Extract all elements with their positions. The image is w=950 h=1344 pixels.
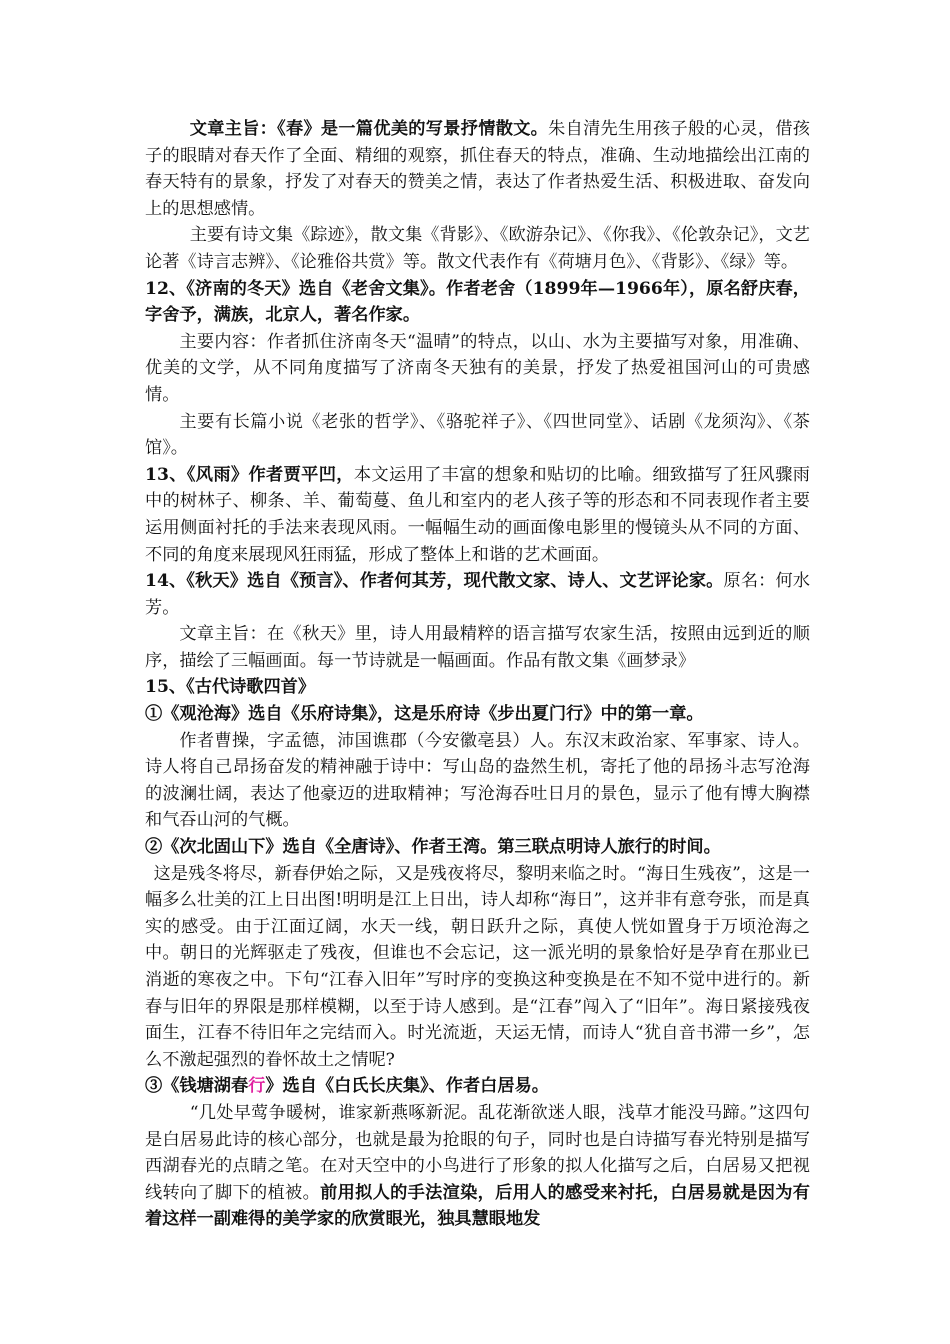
heading-item-15: 15、《古代诗歌四首》	[145, 677, 316, 698]
qiantang-analysis-bold: 前用拟人的手法渲染，后用人的感受来衬托，白居易就是因为有着这样一副难得的美学家的欣赏眼光，独具慧眼地发	[145, 1182, 810, 1230]
heading-qiantang-lake	[145, 1073, 810, 1100]
heading-item-12: 12、《济南的冬天》选自《老舍文集》。作者老舍（1899年—1966年），原名舒庆春，字舍予，满族，北京人，著名作家。	[145, 278, 810, 326]
heading-ci-beigu: ②《次北固山下》选自《全唐诗》、作者王湾。第三联点明诗人旅行的时间。	[145, 837, 721, 858]
paragraph-item-13	[145, 462, 810, 568]
item-13-lead: 13、《风雨》作者贾平凹，	[145, 464, 354, 485]
paragraph-jinan-content: 主要内容：作者抓住济南冬天“温晴”的特点，以山、水为主要描写对象，用准确、优美的文学，从不同角度描写了济南冬天独有的美景，抒发了热爱祖国河山的可贵感情。	[145, 331, 810, 405]
item-14-lead: 14、《秋天》选自《预言》、作者何其芳，现代散文家、诗人、文艺评论家。	[145, 571, 724, 592]
qiantang-analysis-body: “几处早莺争暖树，谁家新燕啄新泥。乱花渐欲迷人眼，浅草才能没马蹄。”这四句是白居易此诗的核心部分，也就是最为抢眼的句子，同时也是白诗描写春光特别是描写西湖春光的点睛之笔。在对天空中的小鸟进行了形象的拟人化描写之后，白居易又把视线转向了脚下的植被。	[145, 1102, 810, 1203]
qiantang-title-before: ③《钱塘湖春	[145, 1076, 249, 1097]
qiantang-title-highlight: 行	[248, 1076, 266, 1097]
paragraph-laoshe-works: 主要有长篇小说《老张的哲学》、《骆驼祥子》、《四世同堂》、话剧《龙须沟》、《茶馆》。	[145, 411, 810, 459]
paragraph-autumn-theme: 文章主旨：在《秋天》里，诗人用最精粹的语言描写农家生活，按照由远到近的顺序，描绘了三幅画面。每一节诗就是一幅画面。作品有散文集《画梦录》	[145, 624, 810, 671]
paragraph-item-14	[145, 568, 810, 621]
qiantang-title-after: 》选自《白氏长庆集》、作者白居易。	[265, 1076, 549, 1097]
item-13-body: 本文运用了丰富的想象和贴切的比喻。细致描写了狂风骤雨中的树林子、柳条、羊、葡萄蔓、鱼儿和室内的老人孩子等的形态和不同表现作者主要运用侧面衬托的手法来表现风雨。一幅幅生动的画面像电影里的慢镜头从不同的方面、不同的角度来展现风狂雨猛，形成了整体上和谐的艺术画面。	[145, 464, 810, 565]
paragraph-zhu-works: 主要有诗文集《踪迹》，散文集《背影》、《欧游杂记》、《你我》、《伦敦杂记》，文艺论著《诗言志辨》、《论雅俗共赏》等。散文代表作有《荷塘月色》、《背影》、《绿》等。	[145, 225, 810, 272]
spring-theme-body: 朱自清先生用孩子般的心灵，借孩子的眼睛对春天作了全面、精细的观察，抓住春天的特点，准确、生动地描绘出江南的春天特有的景象，抒发了对春天的赞美之情，表达了作者热爱生活、积极进取、奋发向上的思想感情。	[145, 119, 810, 219]
spring-theme-lead: 文章主旨：《春》是一篇优美的写景抒情散文。	[189, 119, 549, 139]
document-page	[145, 116, 810, 1233]
paragraph-qiantang-analysis	[145, 1100, 810, 1233]
paragraph-cao-cao: 作者曹操，字孟德，沛国谯郡（今安徽亳县）人。东汉末政治家、军事家、诗人。诗人将自己昂扬奋发的精神融于诗中：写山岛的盎然生机，寄托了他的昂扬斗志写沧海的波澜壮阔，表达了他豪迈的进取精神；写沧海吞吐日月的景色，显示了他有博大胸襟和气吞山河的气概。	[145, 730, 810, 831]
paragraph-spring-theme	[145, 116, 810, 222]
heading-guan-canghai: ①《观沧海》选自《乐府诗集》，这是乐府诗《步出夏门行》中的第一章。	[145, 704, 704, 725]
item-14-body: 原名：何水芳。	[145, 571, 810, 618]
paragraph-ci-beigu-analysis: 这是残冬将尽，新春伊始之际，又是残夜将尽，黎明来临之时。“海日生残夜”，这是一幅多么壮美的江上日出图!明明是江上日出，诗人却称“海日”，这并非有意夸张，而是真实的感受。由于江面辽阔，水天一线，朝日跃升之际，真使人恍如置身于万顷沧海之中。朝日的光辉驱走了残夜，但谁也不会忘记，这一派光明的景象恰好是孕育在那业已消逝的寒夜之中。下句“江春入旧年”写时序的变换这种变换是在不知不觉中进行的。新春与旧年的界限是那样模糊，以至于诗人感到。是“江春”闯入了“旧年”。海日紧接残夜面生，江春不待旧年之完结而入。时光流逝，天运无情，而诗人“犹自音书滞一乡”，怎么不激起强烈的眷怀故土之情呢?	[145, 863, 810, 1070]
